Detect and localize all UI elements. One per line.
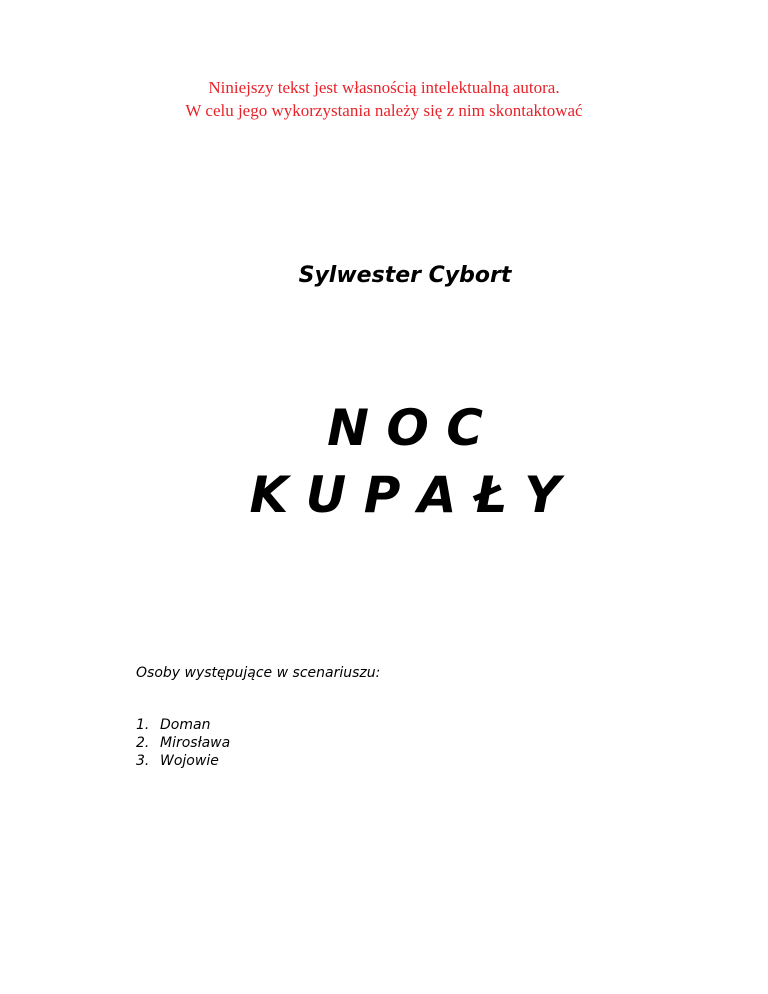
title-line-1: N O C bbox=[327, 399, 483, 457]
list-item-number: 2. bbox=[136, 735, 150, 751]
list-item-number: 1. bbox=[136, 717, 150, 733]
cast-list bbox=[136, 716, 230, 770]
list-item-name: Doman bbox=[160, 717, 211, 733]
copyright-notice-line-1: Niniejszy tekst jest własnością intelektualną autora. bbox=[208, 78, 560, 97]
list-item bbox=[136, 716, 230, 734]
list-item-name: Mirosława bbox=[160, 735, 231, 751]
copyright-notice-line-2: W celu jego wykorzystania należy się z nim skontaktować bbox=[185, 101, 583, 120]
list-item bbox=[136, 734, 230, 752]
list-item-name: Wojowie bbox=[160, 753, 219, 769]
title-line-2: K U P A Ł Y bbox=[249, 466, 561, 524]
list-item-number: 3. bbox=[136, 753, 150, 769]
cast-heading: Osoby występujące w scenariuszu: bbox=[136, 665, 381, 681]
list-item bbox=[136, 752, 230, 770]
author-name: Sylwester Cybort bbox=[298, 263, 512, 288]
copyright-notice bbox=[0, 76, 768, 122]
